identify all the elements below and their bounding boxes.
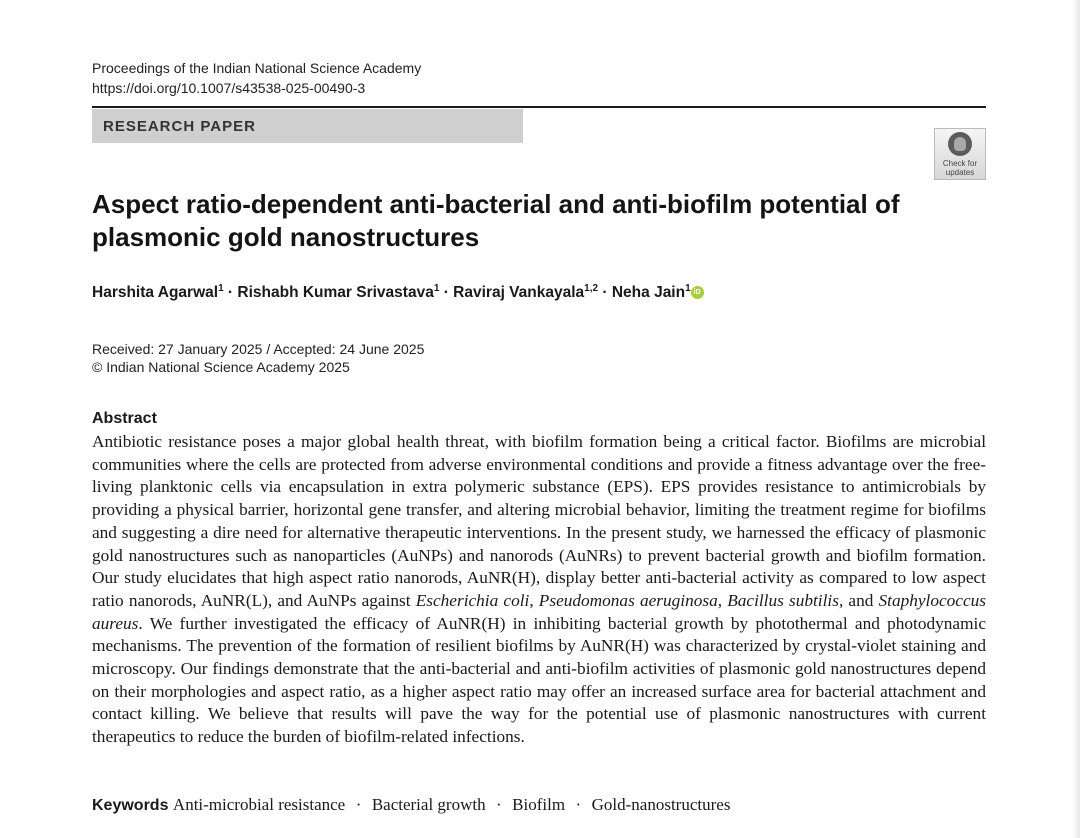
article-type-label: RESEARCH PAPER <box>103 118 256 135</box>
author-affiliation: 1 <box>218 283 224 294</box>
keyword[interactable]: Gold-nanostructures <box>591 795 731 814</box>
author-name[interactable]: Raviraj Vankayala <box>453 284 585 302</box>
doi-link[interactable]: https://doi.org/10.1007/s43538-025-00490-3 <box>92 80 366 96</box>
article-dates <box>92 340 424 376</box>
author-list <box>92 283 704 302</box>
orcid-icon[interactable]: iD <box>691 286 704 299</box>
article-type-banner <box>92 109 523 143</box>
abstract-text: , <box>529 590 539 610</box>
abstract-text: . We further investigated the efficacy of AuNR(H) in inhibiting bacterial growth by photothermal and photodynamic mechanisms. The prevention of the formation of resilient biofilms by AuNR(H) was characterized by crystal-violet staining and microscopy. Our findings demonstrate that the anti-bacterial and anti-biofilm activities of plasmonic gold nanostructures depend on their morphologies and aspect ratio, as a higher aspect ratio may offer an increased surface area for bacterial attachment and contact killing. We believe that results will pave the way for the potential use of plasmonic nanostructures with current therapeutics to reduce the burden of biofilm-related infections. <box>92 613 986 747</box>
author-name[interactable]: Rishabh Kumar Srivastava <box>237 284 434 302</box>
abstract-italic-term: Staphylococcus aureus <box>92 590 987 633</box>
keywords-heading: Keywords <box>92 797 169 814</box>
keyword-separator: · <box>355 795 362 814</box>
keywords-section <box>92 795 730 815</box>
keyword[interactable]: Biofilm <box>512 795 566 814</box>
author-name[interactable]: Harshita Agarwal <box>92 284 219 302</box>
author-separator: · <box>439 284 454 302</box>
header-rule <box>92 106 986 108</box>
author-separator: · <box>223 284 238 302</box>
paper-title: Aspect ratio-dependent anti-bacterial and anti-biofilm potential of plasmonic gold nanostructures <box>92 189 900 252</box>
journal-name: Proceedings of the Indian National Science Academy <box>92 60 422 76</box>
author-affiliation: 1 <box>433 283 440 294</box>
received-accepted: Received: 27 January 2025 / Accepted: 24 June 2025 <box>92 341 425 357</box>
author-affiliation: 1,2 <box>584 283 599 294</box>
abstract-italic-term: Escherichia coli <box>415 590 530 610</box>
abstract-italic-term: Pseudomonas aeruginosa <box>538 590 718 610</box>
abstract-body <box>92 431 986 749</box>
keyword-separator: · <box>575 795 582 814</box>
abstract-text: , and <box>838 590 879 610</box>
page-edge-shadow <box>1072 0 1080 838</box>
check-for-updates-label: Check for updates <box>942 159 978 177</box>
keyword-separator: · <box>496 795 502 814</box>
abstract-text: , <box>717 590 728 610</box>
keyword[interactable]: Bacterial growth <box>371 795 486 814</box>
abstract-italic-term: Bacillus subtilis <box>727 590 839 610</box>
keyword[interactable]: Anti-microbial resistance <box>172 795 346 814</box>
crossmark-icon <box>948 132 972 156</box>
journal-header <box>92 58 421 98</box>
abstract-heading: Abstract <box>92 410 157 427</box>
author-affiliation: 1 <box>685 283 691 294</box>
check-for-updates-button[interactable] <box>934 128 986 180</box>
abstract-text: Antibiotic resistance poses a major global health threat, with biofilm formation being a critical factor. Biofilms are microbial communities where the cells are protected from adverse environmental conditions and provide a fitness advantage over the free-living planktonic cells via encapsulation in extra polymeric substance (EPS). EPS provides resistance to antimicrobials by providing a physical barrier, horizontal gene transfer, and altering microbial behavior, limiting the treatment regime for biofilms and suggesting a dire need for alternative therapeutic interventions. In the present study, we harnessed the efficacy of plasmonic gold nanostructures such as nanoparticles (AuNPs) and nanorods (AuNRs) to prevent bacterial growth and biofilm formation. Our study elucidates that high aspect ratio nanorods, AuNR(H), display better anti-bacterial activity as compared to low aspect ratio nanorods, AuNR(L), and AuNPs against <box>92 432 986 610</box>
author-separator: · <box>598 284 612 302</box>
copyright: © Indian National Science Academy 2025 <box>92 359 350 375</box>
author-name[interactable]: Neha Jain <box>611 284 686 302</box>
